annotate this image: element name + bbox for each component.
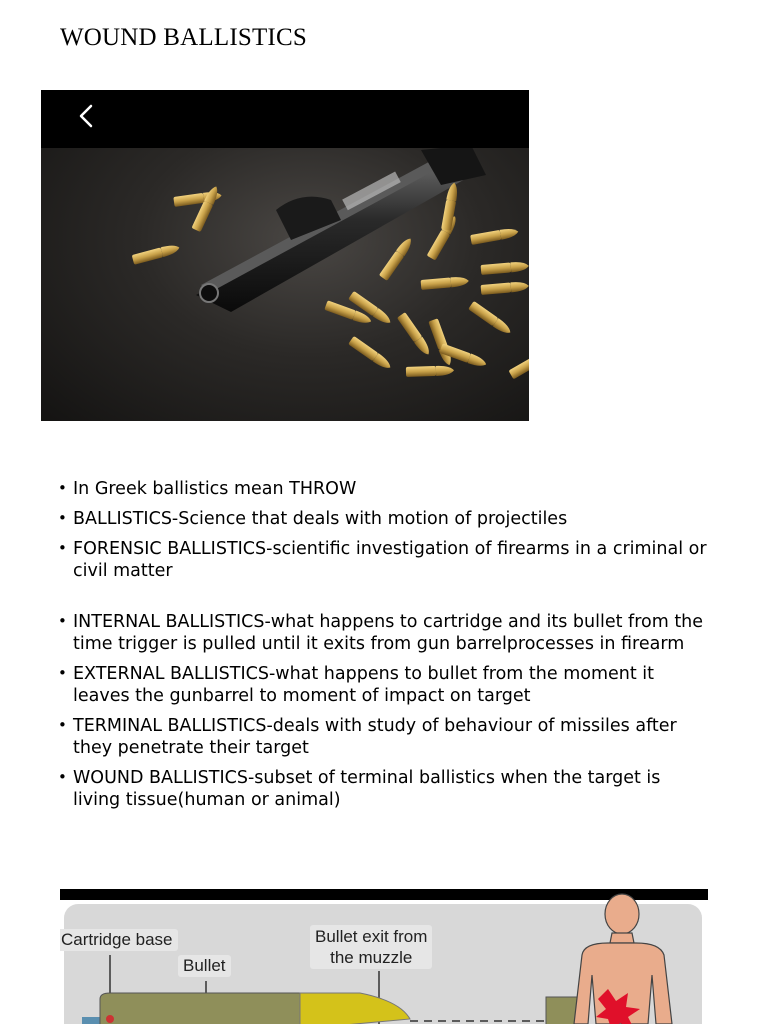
list-item: • In Greek ballistics mean THROW bbox=[58, 478, 708, 500]
label-bullet-exit-line1: Bullet exit from bbox=[315, 927, 428, 946]
list-item: • TERMINAL BALLISTICS-deals with study of behaviour of missiles after they penetrate their target bbox=[58, 715, 708, 759]
photo-top-bar bbox=[41, 90, 529, 148]
list-item: • INTERNAL BALLISTICS-what happens to cartridge and its bullet from the time trigger is pulled until it exits from gun barrelprocesses in firearm bbox=[58, 611, 708, 655]
label-cartridge-base: Cartridge base bbox=[60, 929, 178, 951]
page-title: WOUND BALLISTICS bbox=[60, 24, 307, 51]
human-figure bbox=[574, 894, 672, 1024]
label-bullet: Bullet bbox=[178, 955, 231, 977]
list-item: • FORENSIC BALLISTICS-scientific investigation of firearms in a criminal or civil matter bbox=[58, 538, 708, 582]
ballistics-diagram bbox=[60, 889, 708, 1024]
pistol-bullets-photo bbox=[41, 90, 529, 421]
label-bullet-exit-line2: the muzzle bbox=[330, 948, 413, 967]
back-chevron-icon[interactable] bbox=[67, 98, 107, 138]
label-bullet-exit bbox=[310, 925, 432, 969]
bullet-list bbox=[58, 478, 708, 819]
list-item: • EXTERNAL BALLISTICS-what happens to bullet from the moment it leaves the gunbarrel to moment of impact on target bbox=[58, 663, 708, 707]
list-item: • BALLISTICS-Science that deals with motion of projectiles bbox=[58, 508, 708, 530]
list-item: • WOUND BALLISTICS-subset of terminal ballistics when the target is living tissue(human or animal) bbox=[58, 767, 708, 811]
